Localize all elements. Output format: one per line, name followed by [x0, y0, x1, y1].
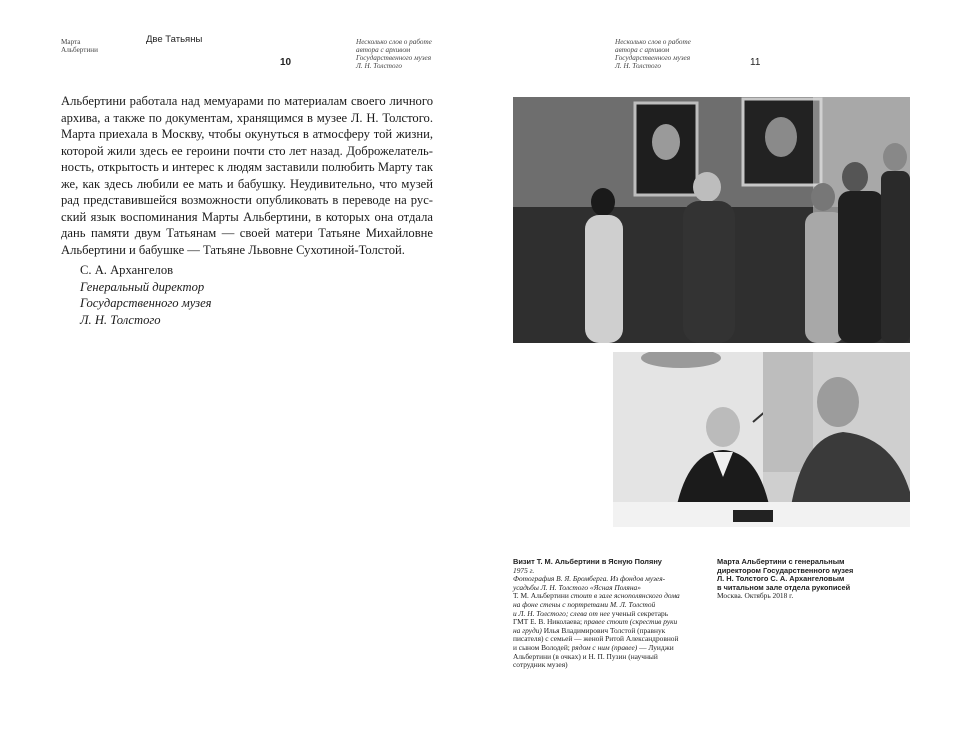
signature-role-line: Л. Н. Толстого [80, 312, 161, 327]
caption-description-segment: и сыном Володей; [513, 642, 572, 652]
header-section-line: Несколько слов о работе [615, 38, 691, 46]
caption-place-date: Москва. Октябрь 2018 г. [717, 591, 794, 601]
caption-title-line: директором Государственного музея [717, 565, 854, 575]
body-line: рад представившейся возможности опубликовать в переводе на рус- [61, 193, 433, 207]
caption-description-segment: Альбертини (в очках) и Н. П. Пузин (научный [513, 651, 658, 661]
header-section-line: автора с архивом [615, 46, 670, 54]
caption-description-segment: писателя) с семьей — женой Ритой Александровной [513, 634, 679, 644]
caption-description-segment: на фоне стены с портретами М. Л. Толстой [513, 599, 656, 609]
header-author-line: Альбертини [61, 46, 98, 54]
caption-year: 1975 г. [513, 565, 535, 575]
caption-title-line: Марта Альбертини с генеральным [717, 557, 845, 566]
header-section-line: автора с архивом [356, 46, 411, 54]
body-line: Альбертини работала над мемуарами по материалам своего личного [61, 94, 433, 108]
caption-museum-visit [513, 558, 709, 670]
signature-role-line: Государственного музея [80, 296, 212, 310]
signature-name: С. А. Архангелов [80, 263, 174, 277]
caption-description-line [513, 661, 709, 670]
caption-description-segment: правее стоит (скрестив руки [583, 617, 678, 627]
caption-description-segment: на груди) [513, 625, 544, 635]
header-section-line: Л. Н. Толстого [615, 62, 661, 70]
header-section-line: Л. Н. Толстого [356, 62, 402, 70]
caption-description-segment: стоит в зале яснополянского дома [570, 591, 680, 601]
body-line: Альбертини и бабушке — Татьяне Львовне Сухотиной-Толстой. [61, 242, 405, 257]
photo-reading-room [613, 352, 910, 527]
caption-credit-line: Фотография В. Я. Бромберга. Из фондов музея- [513, 574, 666, 584]
page-number-right: 11 [750, 57, 761, 68]
body-paragraph [61, 93, 433, 258]
header-section-left [356, 38, 432, 70]
caption-description-segment: ГМТ Е. В. Николаева; [513, 617, 584, 627]
signature-block [80, 262, 212, 328]
body-line: ский язык воспоминания Марты Альбертини, в которых она отдала [61, 209, 433, 224]
body-line: архива, а также по документам, хранящимся в музее Л. Н. Толстого. [61, 110, 433, 125]
header-section-line: Государственного музея [615, 54, 691, 62]
caption-description-segment: Илья Владимирович Толстой (правнук [543, 625, 666, 635]
body-line: дань памяти двум Татьянам — своей матери Татьяне Михайловне [61, 226, 433, 240]
header-section-right [615, 38, 691, 70]
body-line: Марта приехала в Москву, чтобы окунуться в атмосферу той жизни, [61, 127, 433, 141]
photo-reading-room-image [613, 352, 910, 527]
photo-museum-visit [513, 97, 910, 343]
photo-museum-visit-image [513, 97, 910, 343]
header-book-title: Две Татьяны [146, 34, 203, 45]
body-line: же, как здесь любили ее мать и бабушку. Неудивительно, что музей [61, 176, 433, 191]
caption-title-line: в читальном зале отдела рукописей [717, 582, 851, 592]
body-line: которой жили здесь ее героини почти сто лет назад. Доброжелатель- [61, 143, 433, 158]
caption-description-segment: и Л. Н. Толстого; слева от нее [513, 608, 612, 618]
caption-reading-room [717, 558, 897, 601]
body-line: ность, открытость и интерес к людям заставили полюбить Марту так [61, 160, 433, 174]
header-author [61, 38, 98, 54]
page-number-left: 10 [280, 57, 292, 68]
caption-description-segment: — Луиджи [639, 642, 674, 652]
caption-title: Визит Т. М. Альбертини в Ясную Поляну [513, 557, 662, 566]
caption-title-line: Л. Н. Толстого С. А. Архангеловым [717, 574, 845, 584]
caption-description-segment: рядом с ним (правее) [571, 642, 640, 652]
caption-description-segment: Т. М. Альбертини [513, 591, 571, 601]
caption-description-segment: ученый секретарь [611, 608, 669, 618]
caption-credit-line: усадьбы Л. Н. Толстого «Ясная Поляна» [513, 582, 641, 592]
header-author-line: Марта [61, 38, 81, 46]
header-section-line: Государственного музея [356, 54, 432, 62]
signature-role-line: Генеральный директор [80, 279, 205, 294]
caption-description [513, 592, 709, 669]
caption-description-segment: сотрудник музея) [513, 660, 568, 670]
header-section-line: Несколько слов о работе [356, 38, 432, 46]
